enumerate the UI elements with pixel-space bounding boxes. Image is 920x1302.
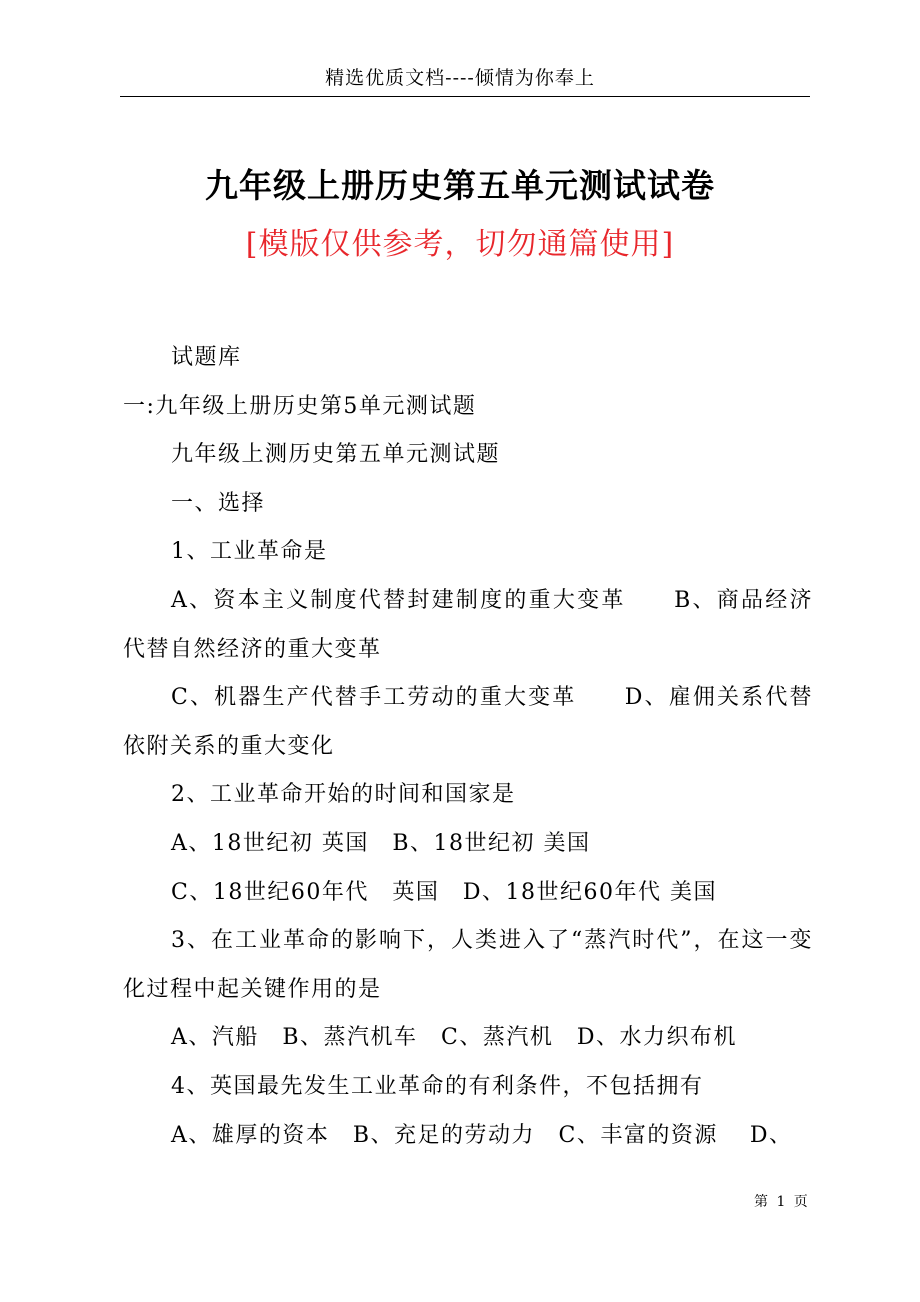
question-1-options-cd: C、机器生产代替手工劳动的重大变革 D、雇佣关系代替依附关系的重大变化 xyxy=(123,685,813,759)
document-body xyxy=(123,334,813,1160)
page-number: 第 1 页 xyxy=(754,1194,810,1210)
section-heading: 一:九年级上册历史第5单元测试题 xyxy=(123,393,477,419)
header-divider xyxy=(120,96,810,97)
question-4-options: A、雄厚的资本 B、充足的劳动力 C、丰富的资源 D、 xyxy=(171,1122,793,1148)
document-subtitle: [模版仅供参考，切勿通篇使用] xyxy=(245,227,675,262)
test-title: 九年级上测历史第五单元测试题 xyxy=(171,442,501,468)
question-1: 1、工业革命是 xyxy=(171,539,328,565)
question-3-options: A、汽船 B、蒸汽机车 C、蒸汽机 D、水力织布机 xyxy=(171,1025,738,1051)
page-header: 精选优质文档----倾情为你奉上 xyxy=(325,67,595,89)
document-title: 九年级上册历史第五单元测试试卷 xyxy=(205,166,715,205)
question-2: 2、工业革命开始的时间和国家是 xyxy=(171,782,516,808)
section-label: 试题库 xyxy=(171,345,242,370)
question-4: 4、英国最先发生工业革命的有利条件，不包括拥有 xyxy=(171,1073,704,1099)
question-1-options-ab: A、资本主义制度代替封建制度的重大变革 B、商品经济代替自然经济的重大变革 xyxy=(123,587,813,662)
question-3: 3、在工业革命的影响下，人类进入了“蒸汽时代”，在这一变化过程中起关键作用的是 xyxy=(123,928,813,1002)
part-heading: 一、选择 xyxy=(171,490,266,516)
question-2-options-cd: C、18世纪60年代 英国 D、18世纪60年代 美国 xyxy=(171,879,717,905)
question-2-options-ab: A、18世纪初 英国 B、18世纪初 美国 xyxy=(171,830,591,856)
